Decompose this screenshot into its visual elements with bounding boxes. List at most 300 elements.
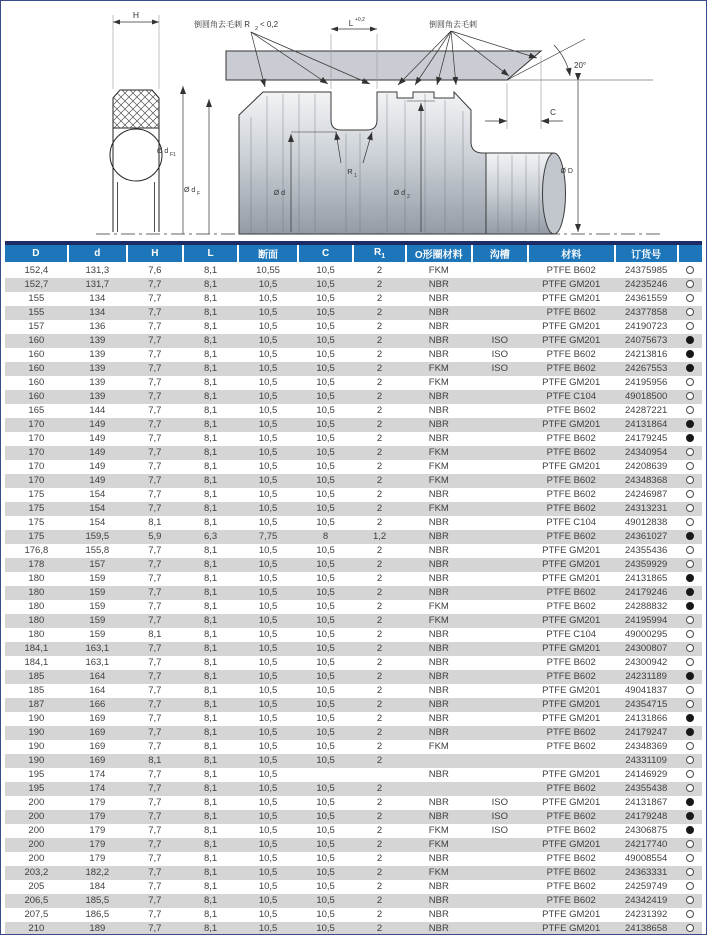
cell: 7,7	[148, 475, 162, 486]
cell: 10,5	[258, 755, 278, 766]
cell: 10,5	[258, 363, 278, 374]
cell: 24131866	[625, 713, 668, 724]
open-circle-icon	[686, 462, 694, 470]
cell	[678, 852, 703, 866]
cell: 2	[376, 797, 383, 808]
dim-d-label: Ø d	[273, 190, 285, 197]
open-circle-icon	[686, 406, 694, 414]
o-ring-section	[110, 129, 162, 181]
cell: 10,5	[316, 475, 335, 486]
cell: 160	[28, 391, 45, 402]
cell: NBR	[428, 573, 449, 584]
cell: PTFE B602	[546, 531, 596, 542]
cell: 7,7	[148, 615, 162, 626]
cell: 24179248	[625, 811, 668, 822]
table-row	[5, 880, 702, 894]
cell	[472, 740, 528, 754]
cell	[472, 474, 528, 488]
cell	[472, 712, 528, 726]
cell: 152,7	[24, 279, 49, 290]
cell: 180	[28, 573, 45, 584]
cell: 49041837	[625, 685, 668, 696]
cell: 2	[376, 545, 383, 556]
cell	[678, 712, 703, 726]
table-row	[5, 684, 702, 698]
cell: 10,5	[316, 811, 335, 822]
cell: 24131864	[625, 419, 668, 430]
cell: ISO	[491, 349, 508, 360]
cell: 2	[376, 363, 383, 374]
cell: 10,5	[258, 573, 278, 584]
cell: 24313231	[625, 503, 668, 514]
cell: 24208639	[625, 461, 668, 472]
cell: 155,8	[85, 545, 110, 556]
cell: 8,1	[203, 615, 218, 626]
cell: 10,5	[316, 447, 335, 458]
open-circle-icon	[686, 686, 694, 694]
cell: NBR	[428, 881, 449, 892]
cell: 7,7	[148, 671, 162, 682]
cell	[406, 754, 472, 768]
cell	[678, 263, 703, 278]
cell: 7,7	[148, 433, 162, 444]
cell: PTFE B602	[546, 447, 596, 458]
cell: 169	[89, 741, 106, 752]
column-header: 订货号	[615, 245, 678, 263]
cell: FKM	[428, 475, 449, 486]
table-row	[5, 600, 702, 614]
cell: 8,1	[203, 923, 218, 934]
cell: PTFE GM201	[542, 797, 601, 808]
cell: NBR	[428, 405, 449, 416]
table-row	[5, 390, 702, 404]
cell: 10,5	[316, 671, 335, 682]
cell: 10,5	[316, 573, 335, 584]
cell: 139	[89, 349, 106, 360]
cell: 2	[376, 839, 383, 850]
open-circle-icon	[686, 560, 694, 568]
dim-d2-label: Ø d	[393, 190, 405, 197]
cell: 24361559	[625, 293, 668, 304]
cell: PTFE B602	[546, 363, 596, 374]
cell	[472, 726, 528, 740]
cell: 24355436	[625, 545, 668, 556]
cell: 210	[28, 923, 45, 934]
deburr-left-label: 倒圆角去毛刺 R	[194, 20, 250, 29]
table-row	[5, 726, 702, 740]
cell: 182,2	[85, 867, 110, 878]
deburr-right-label: 倒圆角去毛刺	[429, 20, 477, 29]
cell: NBR	[428, 895, 449, 906]
cell: PTFE B602	[546, 741, 596, 752]
cell: 2	[376, 559, 383, 570]
cell: 24306875	[625, 825, 668, 836]
open-circle-icon	[686, 868, 694, 876]
cell	[678, 544, 703, 558]
cell: FKM	[428, 265, 449, 276]
column-header: 沟槽	[472, 245, 528, 263]
cell: 10,5	[258, 769, 278, 780]
open-circle-icon	[686, 294, 694, 302]
cell: 169	[89, 727, 106, 738]
cell: FKM	[428, 363, 449, 374]
open-circle-icon	[686, 490, 694, 498]
cell	[678, 782, 703, 796]
cell: 2	[376, 265, 383, 276]
cell: 10,5	[316, 797, 335, 808]
cell	[472, 292, 528, 306]
cell: PTFE B602	[546, 895, 596, 906]
cell: 157	[28, 321, 45, 332]
table-row	[5, 376, 702, 390]
table-row	[5, 670, 702, 684]
cell: 2	[376, 447, 383, 458]
table-row	[5, 488, 702, 502]
cell	[678, 390, 703, 404]
cell: 10,5	[258, 321, 278, 332]
cell	[472, 852, 528, 866]
dim-dF-label: Ø d	[184, 187, 196, 194]
table-header-row	[5, 245, 702, 263]
cell: PTFE GM201	[542, 335, 601, 346]
cell: 2	[376, 657, 383, 668]
cell	[472, 782, 528, 796]
cell: 8,1	[203, 293, 218, 304]
cell: 7,7	[148, 349, 162, 360]
cell	[678, 460, 703, 474]
cell: 159,5	[85, 531, 110, 542]
cell: 10,5	[316, 349, 335, 360]
cell: 24348369	[625, 741, 668, 752]
cell: 10,5	[316, 853, 335, 864]
cell	[472, 460, 528, 474]
cell: 154	[89, 517, 106, 528]
open-circle-icon	[686, 840, 694, 848]
cell	[678, 572, 703, 586]
cell	[678, 866, 703, 880]
cell: 134	[89, 293, 106, 304]
column-header: H	[127, 245, 183, 263]
cell: 24190723	[625, 321, 668, 332]
cell: 7,7	[148, 811, 162, 822]
column-header: D	[5, 245, 68, 263]
open-circle-icon	[686, 630, 694, 638]
cell: 8,1	[203, 755, 218, 766]
cell: 10,5	[316, 895, 335, 906]
cell: NBR	[428, 727, 449, 738]
open-circle-icon	[686, 854, 694, 862]
cell: 24213816	[625, 349, 668, 360]
cell: NBR	[428, 293, 449, 304]
cell: 8,1	[203, 321, 218, 332]
cell: 2	[376, 853, 383, 864]
filled-circle-icon	[686, 798, 694, 806]
cell: 10,5	[316, 363, 335, 374]
cell: 8,1	[148, 755, 162, 766]
cell	[678, 684, 703, 698]
table-body	[5, 263, 702, 935]
cell: 8,1	[203, 391, 218, 402]
cell: 2	[376, 713, 383, 724]
cell	[472, 320, 528, 334]
cell: 24138658	[625, 923, 668, 934]
cell: 5,9	[148, 531, 162, 542]
seal-size-table	[5, 245, 702, 935]
cell: 7,7	[148, 503, 162, 514]
cell: 10,5	[316, 559, 335, 570]
cell: 2	[376, 587, 383, 598]
cell	[678, 810, 703, 824]
cell: 8,1	[203, 825, 218, 836]
table-row	[5, 292, 702, 306]
cell	[678, 824, 703, 838]
cell: 10,5	[258, 307, 278, 318]
cell: PTFE B602	[546, 881, 596, 892]
cell: 10,5	[258, 489, 278, 500]
table-row	[5, 712, 702, 726]
seal-installation-diagram	[1, 1, 706, 241]
cell: 7,7	[148, 783, 162, 794]
cell: 8,1	[203, 741, 218, 752]
dim-R1-subscript: 1	[354, 173, 357, 179]
dim-dF1-subscript: F1	[170, 152, 176, 158]
cell: 200	[28, 797, 45, 808]
cell: 10,5	[316, 517, 335, 528]
cell	[472, 586, 528, 600]
cell: 8,1	[203, 671, 218, 682]
cell: 160	[28, 335, 45, 346]
cell: 7,7	[148, 657, 162, 668]
cell: PTFE GM201	[542, 769, 601, 780]
cell: PTFE GM201	[542, 545, 601, 556]
dim-dF1-label: Ø d	[157, 148, 169, 155]
table-row	[5, 908, 702, 922]
cell: 10,5	[316, 265, 335, 276]
cell: 10,5	[258, 811, 278, 822]
open-circle-icon	[686, 280, 694, 288]
cell: NBR	[428, 419, 449, 430]
table-row	[5, 558, 702, 572]
chamfer-angle-label: 20°	[574, 61, 587, 70]
dim-d2-subscript: 2	[407, 194, 410, 200]
cell: 7,7	[148, 643, 162, 654]
cell: 8,1	[203, 587, 218, 598]
cell: 185	[28, 671, 45, 682]
cell: 179	[89, 811, 106, 822]
piston	[239, 92, 566, 234]
column-header: O形圈材料	[406, 245, 472, 263]
cell: 170	[28, 447, 45, 458]
cell: 8,1	[203, 769, 218, 780]
cell: 205	[28, 881, 45, 892]
cell	[678, 922, 703, 935]
cell: 179	[89, 797, 106, 808]
cell: 7,7	[148, 321, 162, 332]
filled-circle-icon	[686, 532, 694, 540]
cell	[472, 516, 528, 530]
cell: 49018500	[625, 391, 668, 402]
table-row	[5, 516, 702, 530]
open-circle-icon	[686, 518, 694, 526]
cell	[472, 502, 528, 516]
open-circle-icon	[686, 896, 694, 904]
cell: 206,5	[24, 895, 49, 906]
cell: 2	[376, 923, 383, 934]
cell: 185,5	[85, 895, 110, 906]
rod-end-face	[543, 153, 566, 234]
cell: 7,7	[148, 853, 162, 864]
cell: 166	[89, 699, 106, 710]
dim-L-label: L	[348, 19, 354, 28]
dim-C-label: C	[550, 108, 556, 117]
cell: 24259749	[625, 881, 668, 892]
cell: 10,5	[316, 727, 335, 738]
cell: 7,7	[148, 881, 162, 892]
cell: 163,1	[85, 643, 110, 654]
cylinder-bore	[226, 39, 653, 80]
cell	[406, 782, 472, 796]
cell: 10,5	[316, 377, 335, 388]
cell: 49012838	[625, 517, 668, 528]
table-row	[5, 432, 702, 446]
cell: 24377858	[625, 307, 668, 318]
cell	[678, 516, 703, 530]
size-table-section	[5, 241, 702, 935]
cell: 157	[89, 559, 106, 570]
cell: 24231189	[625, 671, 667, 682]
cell: NBR	[428, 629, 449, 640]
cell: 10,5	[316, 279, 335, 290]
cell	[472, 670, 528, 684]
cell: 8,1	[203, 713, 218, 724]
open-circle-icon	[686, 616, 694, 624]
cell: NBR	[428, 643, 449, 654]
cell	[472, 656, 528, 670]
cell: 2	[376, 671, 383, 682]
cell: 149	[89, 447, 106, 458]
cell: 8,1	[203, 853, 218, 864]
cell: 8,1	[203, 629, 218, 640]
cell	[678, 768, 703, 782]
cell: 7,7	[148, 741, 162, 752]
cell: 24246987	[625, 489, 668, 500]
cell: 8,1	[203, 461, 218, 472]
cell	[472, 768, 528, 782]
cell: 8,1	[203, 727, 218, 738]
table-row	[5, 656, 702, 670]
cell: 8,1	[203, 279, 218, 290]
cell: 159	[89, 629, 106, 640]
cell: 2	[376, 293, 383, 304]
cell: 2	[376, 307, 383, 318]
cell: NBR	[428, 713, 449, 724]
filled-circle-icon	[686, 812, 694, 820]
cell: 10,5	[258, 349, 278, 360]
cell: 10,5	[258, 517, 278, 528]
cell: NBR	[428, 797, 449, 808]
cell: NBR	[428, 531, 449, 542]
cell: 2	[376, 881, 383, 892]
cell	[472, 684, 528, 698]
cell: 8,1	[203, 307, 218, 318]
cell: 8,1	[203, 685, 218, 696]
cell: 24287221	[625, 405, 668, 416]
cell: 7,7	[148, 769, 162, 780]
cell: 10,5	[316, 867, 335, 878]
cell: 170	[28, 475, 45, 486]
cell	[678, 614, 703, 628]
cell: 10,5	[258, 405, 278, 416]
cell: 10,5	[316, 825, 335, 836]
cell: 8,1	[203, 657, 218, 668]
cell: 10,5	[258, 825, 278, 836]
cell: PTFE GM201	[542, 699, 601, 710]
cell: ISO	[491, 335, 508, 346]
cell: 10,5	[258, 895, 278, 906]
cell: 2	[376, 895, 383, 906]
cell: 7,7	[148, 545, 162, 556]
cell: PTFE C104	[546, 391, 597, 402]
cell: 10,5	[258, 545, 278, 556]
cell	[472, 572, 528, 586]
table-row	[5, 740, 702, 754]
cell: 8,1	[203, 559, 218, 570]
cell: 180	[28, 587, 45, 598]
cell: 2	[376, 433, 383, 444]
cell: 7,7	[148, 559, 162, 570]
cell: NBR	[428, 391, 449, 402]
cell: 149	[89, 475, 106, 486]
cell: 24331109	[625, 755, 667, 766]
cell	[472, 866, 528, 880]
cell: PTFE GM201	[542, 279, 601, 290]
table-row	[5, 586, 702, 600]
cell: 149	[89, 433, 106, 444]
cell: 7,7	[148, 923, 162, 934]
cell	[472, 838, 528, 852]
cell: 195	[28, 783, 45, 794]
cell: PTFE B602	[546, 587, 596, 598]
cell: 8,1	[203, 419, 218, 430]
cell: 7,7	[148, 895, 162, 906]
cell: 184	[89, 881, 106, 892]
cell: 7,7	[148, 405, 162, 416]
open-circle-icon	[686, 700, 694, 708]
cell: 175	[28, 517, 45, 528]
cell	[678, 530, 703, 544]
cell	[472, 418, 528, 432]
cell: 175	[28, 531, 45, 542]
cell: 24359929	[625, 559, 668, 570]
cell: NBR	[428, 699, 449, 710]
table-row	[5, 838, 702, 852]
cell: 10,5	[258, 629, 278, 640]
open-circle-icon	[686, 504, 694, 512]
cell: 6,3	[203, 531, 218, 542]
cell: 24375985	[625, 265, 668, 276]
cell: 10,5	[258, 853, 278, 864]
column-header: 断面	[238, 245, 297, 263]
cell	[472, 698, 528, 712]
table-row	[5, 502, 702, 516]
cell: 2	[376, 741, 383, 752]
cell: FKM	[428, 839, 449, 850]
cell: 10,5	[258, 279, 278, 290]
cell: 10,5	[316, 545, 335, 556]
cell: NBR	[428, 559, 449, 570]
cell: PTFE B602	[546, 265, 596, 276]
cell	[472, 558, 528, 572]
